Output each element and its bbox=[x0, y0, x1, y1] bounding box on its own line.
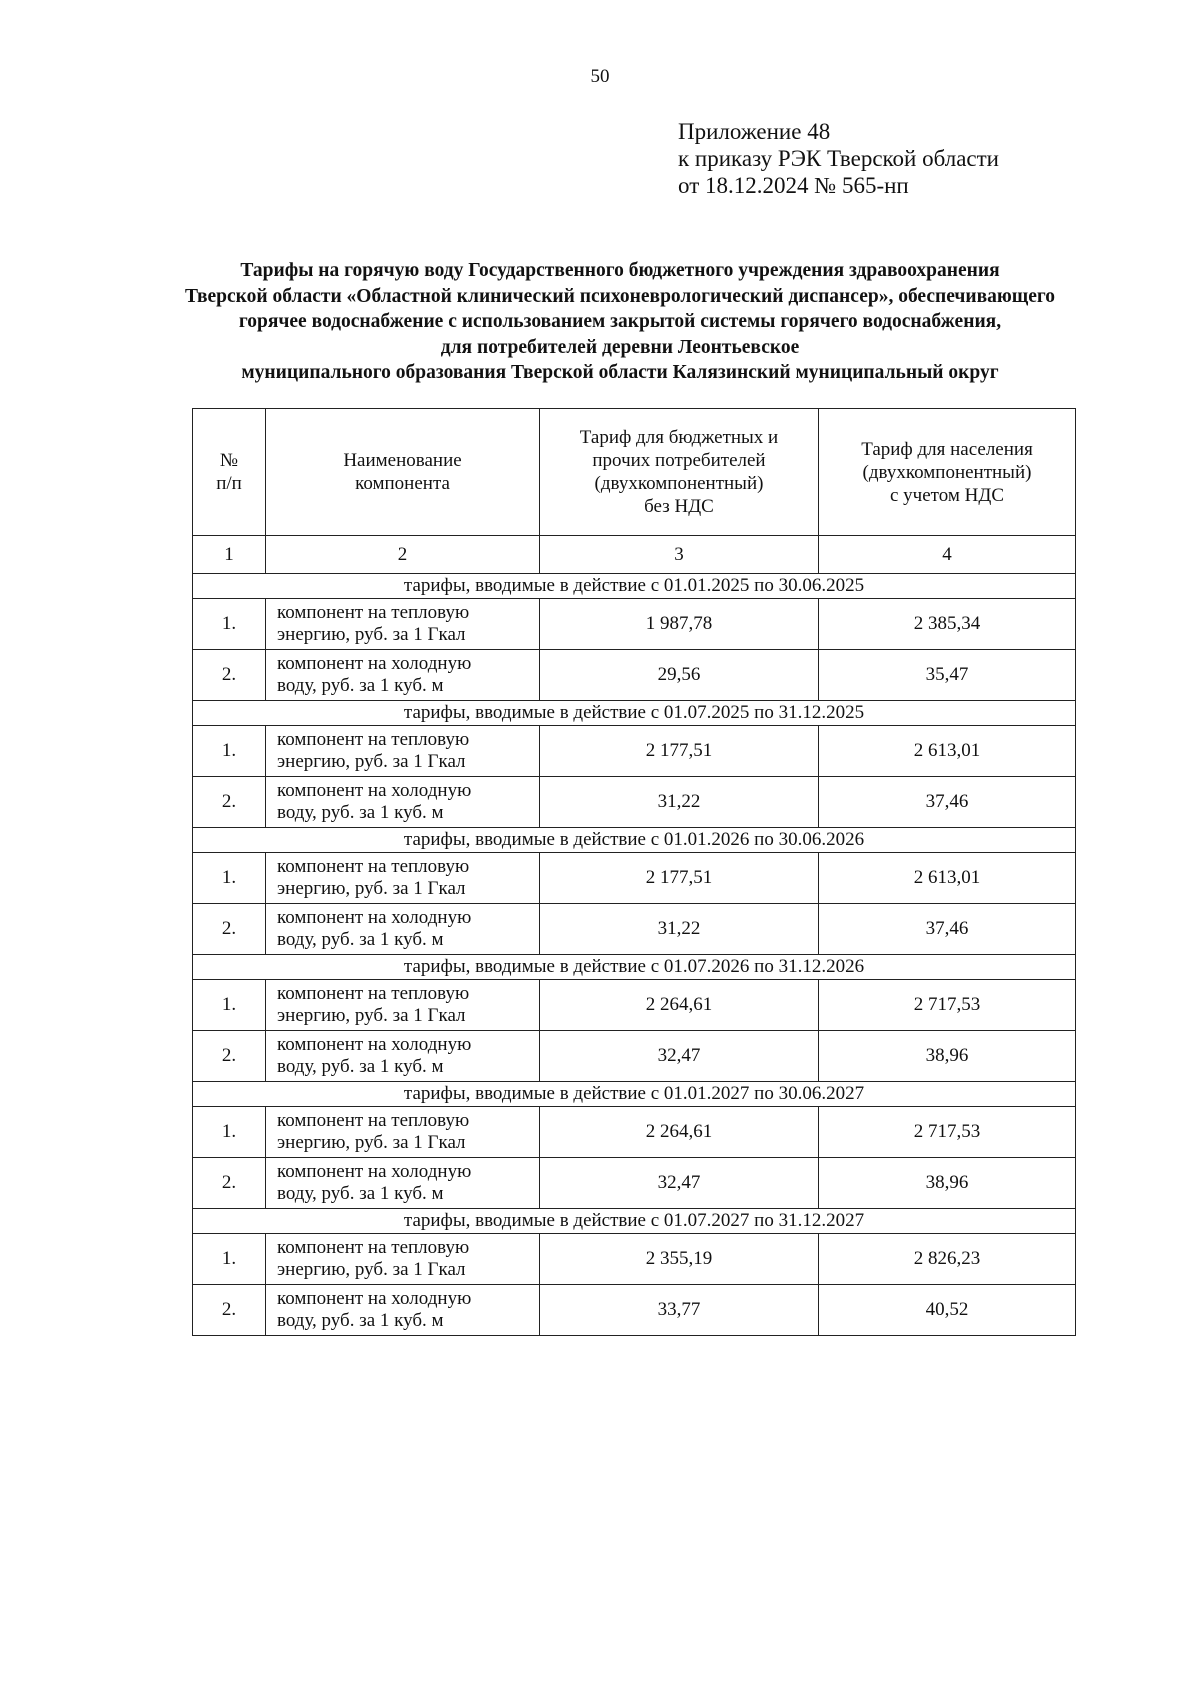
population-tariff: 2 717,53 bbox=[819, 980, 1076, 1031]
table-row bbox=[193, 1031, 1076, 1082]
column-index-row bbox=[193, 536, 1076, 574]
table-row bbox=[193, 777, 1076, 828]
header-text: № bbox=[219, 450, 239, 471]
table-row bbox=[193, 726, 1076, 777]
row-number: 1. bbox=[193, 726, 266, 777]
header-text: Наименование bbox=[343, 450, 462, 471]
component-name-line: энергию, руб. за 1 Гкал bbox=[277, 878, 466, 899]
period-label: тарифы, вводимые в действие с 01.07.2027 по 31.12.2027 bbox=[193, 1209, 1076, 1234]
table-row bbox=[193, 1285, 1076, 1336]
component-name bbox=[266, 1031, 540, 1082]
budget-tariff: 32,47 bbox=[540, 1031, 819, 1082]
period-row bbox=[193, 1209, 1076, 1234]
header-text: Тариф для населения bbox=[861, 438, 1033, 460]
appendix-block bbox=[678, 118, 999, 199]
component-name-line: воду, руб. за 1 куб. м bbox=[277, 1056, 444, 1077]
component-name-line: воду, руб. за 1 куб. м bbox=[277, 802, 444, 823]
table-row bbox=[193, 599, 1076, 650]
row-number: 1. bbox=[193, 1234, 266, 1285]
component-name bbox=[266, 726, 540, 777]
table-body bbox=[193, 574, 1076, 1336]
period-label: тарифы, вводимые в действие с 01.01.2025 по 30.06.2025 bbox=[193, 574, 1076, 599]
period-label: тарифы, вводимые в действие с 01.01.2027 по 30.06.2027 bbox=[193, 1082, 1076, 1107]
component-name bbox=[266, 1285, 540, 1336]
appendix-line: от 18.12.2024 № 565-нп bbox=[678, 173, 909, 198]
population-tariff: 2 717,53 bbox=[819, 1107, 1076, 1158]
period-row bbox=[193, 701, 1076, 726]
budget-tariff: 31,22 bbox=[540, 777, 819, 828]
table-row bbox=[193, 904, 1076, 955]
row-number: 2. bbox=[193, 1158, 266, 1209]
component-name-line: компонент на тепловую bbox=[277, 729, 470, 750]
population-tariff: 2 826,23 bbox=[819, 1234, 1076, 1285]
row-number: 1. bbox=[193, 1107, 266, 1158]
population-tariff: 2 385,34 bbox=[819, 599, 1076, 650]
component-name bbox=[266, 599, 540, 650]
component-name-line: компонент на холодную bbox=[277, 907, 472, 928]
budget-tariff: 1 987,78 bbox=[540, 599, 819, 650]
population-tariff: 38,96 bbox=[819, 1031, 1076, 1082]
component-name-line: компонент на холодную bbox=[277, 1288, 472, 1309]
budget-tariff: 29,56 bbox=[540, 650, 819, 701]
column-index: 4 bbox=[819, 536, 1076, 574]
column-index: 1 bbox=[193, 536, 266, 574]
table-row bbox=[193, 980, 1076, 1031]
document-title bbox=[120, 258, 1120, 386]
row-number: 1. bbox=[193, 853, 266, 904]
component-name-line: энергию, руб. за 1 Гкал bbox=[277, 624, 466, 645]
header-text: (двухкомпонентный) bbox=[862, 461, 1032, 483]
population-tariff: 37,46 bbox=[819, 777, 1076, 828]
population-tariff: 40,52 bbox=[819, 1285, 1076, 1336]
population-tariff: 2 613,01 bbox=[819, 726, 1076, 777]
component-name-line: энергию, руб. за 1 Гкал bbox=[277, 1132, 466, 1153]
budget-tariff: 33,77 bbox=[540, 1285, 819, 1336]
population-tariff: 35,47 bbox=[819, 650, 1076, 701]
header-text: прочих потребителей bbox=[592, 450, 766, 471]
budget-tariff: 2 177,51 bbox=[540, 726, 819, 777]
row-number: 2. bbox=[193, 1031, 266, 1082]
title-line: для потребителей деревни Леонтьевское bbox=[440, 336, 800, 358]
title-line: муниципального образования Тверской области Калязинский муниципальный округ bbox=[241, 362, 999, 383]
appendix-line: Приложение 48 bbox=[678, 119, 831, 144]
component-name-line: компонент на холодную bbox=[277, 653, 472, 674]
table-row bbox=[193, 1158, 1076, 1209]
row-number: 2. bbox=[193, 1285, 266, 1336]
population-tariff: 2 613,01 bbox=[819, 853, 1076, 904]
component-name bbox=[266, 980, 540, 1031]
header-text: компонента bbox=[355, 473, 450, 494]
appendix-line: к приказу РЭК Тверской области bbox=[678, 146, 999, 171]
budget-tariff: 2 355,19 bbox=[540, 1234, 819, 1285]
component-name-line: воду, руб. за 1 куб. м bbox=[277, 929, 444, 950]
component-name bbox=[266, 1107, 540, 1158]
period-label: тарифы, вводимые в действие с 01.07.2026 по 31.12.2026 bbox=[193, 955, 1076, 980]
budget-tariff: 2 177,51 bbox=[540, 853, 819, 904]
row-number: 1. bbox=[193, 599, 266, 650]
table-row bbox=[193, 1234, 1076, 1285]
component-name bbox=[266, 904, 540, 955]
table-row bbox=[193, 1107, 1076, 1158]
component-name-line: воду, руб. за 1 куб. м bbox=[277, 675, 444, 696]
header-text: Тариф для бюджетных и bbox=[579, 427, 779, 448]
component-name-line: энергию, руб. за 1 Гкал bbox=[277, 751, 466, 772]
component-name-line: компонент на холодную bbox=[277, 780, 472, 801]
title-line: Тверской области «Областной клинический психоневрологический диспансер», обеспечивающего bbox=[184, 285, 1056, 307]
header-text: (двухкомпонентный) bbox=[594, 473, 764, 494]
row-number: 2. bbox=[193, 650, 266, 701]
component-name-line: энергию, руб. за 1 Гкал bbox=[277, 1005, 466, 1026]
page-number: 50 bbox=[590, 66, 610, 87]
component-name-line: компонент на тепловую bbox=[277, 1110, 470, 1131]
header-text: без НДС bbox=[644, 496, 714, 517]
column-index: 3 bbox=[540, 536, 819, 574]
component-name bbox=[266, 853, 540, 904]
budget-tariff: 2 264,61 bbox=[540, 980, 819, 1031]
header-population bbox=[819, 409, 1076, 536]
row-number: 2. bbox=[193, 904, 266, 955]
component-name-line: компонент на тепловую bbox=[277, 856, 470, 877]
table-row bbox=[193, 853, 1076, 904]
header-budget bbox=[540, 409, 819, 536]
tariff-table bbox=[192, 408, 1076, 1336]
budget-tariff: 31,22 bbox=[540, 904, 819, 955]
population-tariff: 38,96 bbox=[819, 1158, 1076, 1209]
component-name bbox=[266, 777, 540, 828]
budget-tariff: 32,47 bbox=[540, 1158, 819, 1209]
header-text: с учетом НДС bbox=[890, 484, 1004, 506]
component-name-line: воду, руб. за 1 куб. м bbox=[277, 1183, 444, 1204]
header-name bbox=[266, 409, 540, 536]
component-name-line: компонент на тепловую bbox=[277, 602, 470, 623]
component-name-line: компонент на тепловую bbox=[277, 1237, 470, 1258]
component-name-line: воду, руб. за 1 куб. м bbox=[277, 1310, 444, 1331]
component-name-line: энергию, руб. за 1 Гкал bbox=[277, 1259, 466, 1280]
component-name bbox=[266, 1234, 540, 1285]
column-index: 2 bbox=[266, 536, 540, 574]
title-line: горячее водоснабжение с использованием закрытой системы горячего водоснабжения, bbox=[238, 311, 1002, 332]
period-row bbox=[193, 574, 1076, 599]
population-tariff: 37,46 bbox=[819, 904, 1076, 955]
period-label: тарифы, вводимые в действие с 01.07.2025 по 31.12.2025 bbox=[193, 701, 1076, 726]
period-row bbox=[193, 828, 1076, 853]
table-header-row bbox=[193, 409, 1076, 536]
budget-tariff: 2 264,61 bbox=[540, 1107, 819, 1158]
component-name bbox=[266, 1158, 540, 1209]
row-number: 2. bbox=[193, 777, 266, 828]
row-number: 1. bbox=[193, 980, 266, 1031]
period-label: тарифы, вводимые в действие с 01.01.2026 по 30.06.2026 bbox=[193, 828, 1076, 853]
period-row bbox=[193, 955, 1076, 980]
header-text: п/п bbox=[216, 473, 242, 494]
component-name bbox=[266, 650, 540, 701]
component-name-line: компонент на тепловую bbox=[277, 983, 470, 1004]
header-num bbox=[193, 409, 266, 536]
component-name-line: компонент на холодную bbox=[277, 1161, 472, 1182]
period-row bbox=[193, 1082, 1076, 1107]
component-name-line: компонент на холодную bbox=[277, 1034, 472, 1055]
table-row bbox=[193, 650, 1076, 701]
title-line: Тарифы на горячую воду Государственного бюджетного учреждения здравоохранения bbox=[240, 260, 1000, 281]
